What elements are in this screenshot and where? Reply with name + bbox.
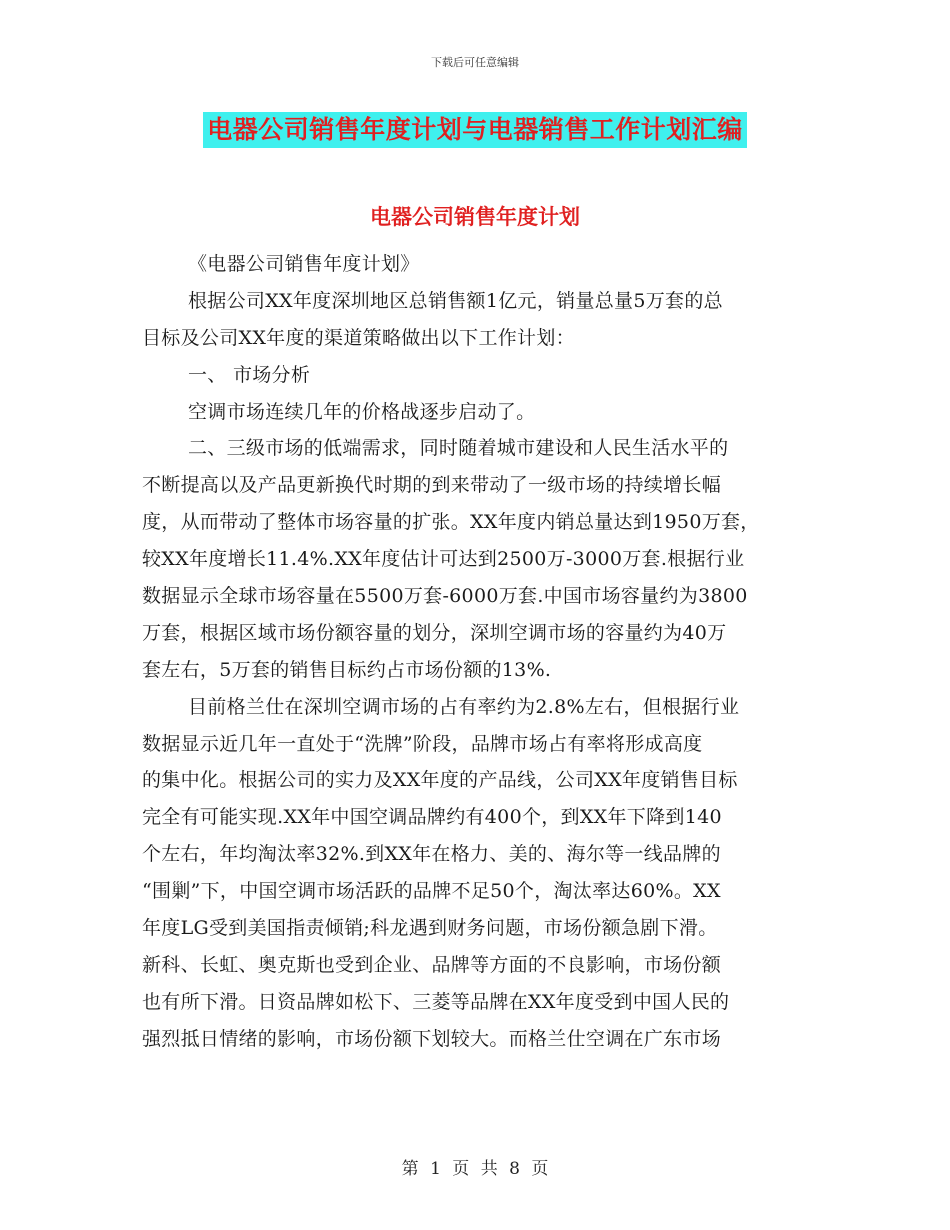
section-title: 电器公司销售年度计划 (370, 205, 580, 229)
text-line: 强烈抵日情绪的影响，市场份额下划较大。而格兰仕空调在广东市场 (142, 1027, 722, 1050)
text-line: 一、 市场分析 (188, 363, 311, 386)
text-line: 数据显示近几年一直处于“洗牌”阶段，品牌市场占有率将形成高度 (142, 732, 703, 755)
text-line: 目前格兰仕在深圳空调市场的占有率约为2.8%左右，但根据行业 (188, 695, 740, 718)
text-line: 不断提高以及产品更新换代时期的到来带动了一级市场的持续增长幅 (142, 474, 722, 497)
text-line: 套左右，5万套的销售目标约占市场份额的13%. (142, 658, 552, 681)
page-footer: 第 1 页 共 8 页 (401, 1159, 549, 1179)
text-line: 完全有可能实现.XX年中国空调品牌约有400个，到XX年下降到140 (142, 806, 722, 829)
text-line: 年度LG受到美国指责倾销;科龙遇到财务问题，市场份额急剧下滑。 (142, 917, 718, 940)
text-line: 空调市场连续几年的价格战逐步启动了。 (188, 400, 536, 423)
text-line: 二、三级市场的低端需求，同时随着城市建设和人民生活水平的 (188, 437, 729, 460)
text-line: 个左右，年均淘汰率32%.到XX年在格力、美的、海尔等一线品牌的 (142, 843, 721, 866)
text-line: 数据显示全球市场容量在5500万套-6000万套.中国市场容量约为3800 (142, 585, 748, 608)
text-line: 《电器公司销售年度计划》 (188, 253, 420, 275)
text-line: 目标及公司XX年度的渠道策略做出以下工作计划： (142, 326, 575, 349)
text-line: 新科、长虹、奥克斯也受到企业、品牌等方面的不良影响，市场份额 (142, 953, 722, 976)
header-note: 下载后可任意编辑 (431, 56, 519, 69)
text-line: 也有所下滑。日资品牌如松下、三菱等品牌在XX年度受到中国人民的 (142, 990, 730, 1013)
text-line: 的集中化。根据公司的实力及XX年度的产品线，公司XX年度销售目标 (142, 769, 738, 792)
main-title-text: 电器公司销售年度计划与电器销售工作计划汇编 (203, 112, 747, 148)
body-text (142, 246, 812, 1058)
text-line: “围剿”下，中国空调市场活跃的品牌不足50个，淘汰率达60%。XX (142, 880, 721, 903)
text-line: 度，从而带动了整体市场容量的扩张。XX年度内销总量达到1950万套， (142, 511, 760, 534)
main-title (0, 112, 950, 151)
text-line: 根据公司XX年度深圳地区总销售额1亿元，销量总量5万套的总 (188, 289, 723, 312)
text-line: 较XX年度增长11.4%.XX年度估计可达到2500万-3000万套.根据行业 (142, 548, 745, 571)
text-line: 万套，根据区域市场份额容量的划分，深圳空调市场的容量约为40万 (142, 621, 727, 644)
